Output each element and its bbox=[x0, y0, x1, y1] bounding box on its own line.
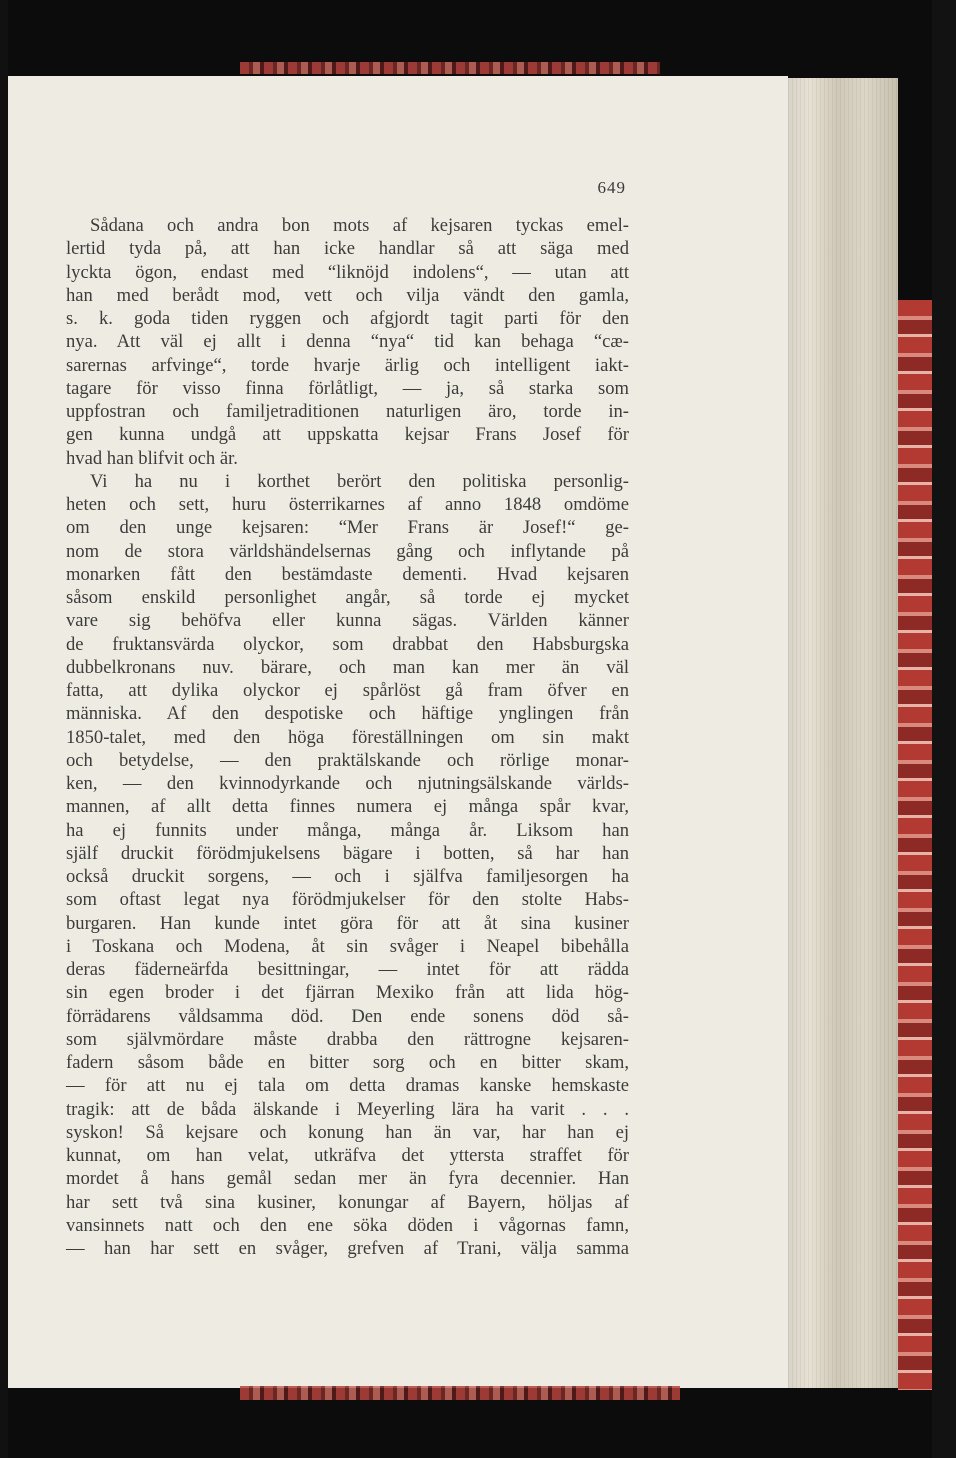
scan-border-right bbox=[932, 0, 956, 1458]
text-line: deras fäderneärfda besittningar, — intet för att rädda bbox=[66, 959, 629, 980]
text-line: som oftast legat nya förödmjukelser för den stolte Habs- bbox=[66, 889, 629, 911]
page-bottom-edge bbox=[240, 1386, 680, 1400]
text-line: — han har sett en svåger, grefven af Trani, välja samma bbox=[66, 1238, 629, 1259]
text-line: syskon! Så kejsare och konung han än var, har han ej bbox=[66, 1121, 629, 1143]
text-line: uppfostran och familjetraditionen naturligen äro, torde in- bbox=[66, 401, 629, 422]
text-line: vansinnets natt och den ene söka döden i vågornas famn, bbox=[66, 1214, 629, 1236]
text-line: själf druckit förödmjukelsens bägare i botten, så har han bbox=[66, 842, 629, 864]
text-line: som självmördare måste drabba den rättrogne kejsaren- bbox=[66, 1028, 629, 1050]
text-line: förrädarens våldsamma död. Den ende sonens död så- bbox=[66, 1005, 629, 1027]
text-line: s. k. goda tiden ryggen och afgjordt tagit parti för den bbox=[66, 308, 629, 329]
text-line: lyckta ögon, endast med “liknöjd indolens“, — utan att bbox=[66, 261, 629, 283]
page-number: 649 bbox=[597, 178, 626, 197]
text-line: mordet å hans gemål sedan mer än fyra decennier. Han bbox=[66, 1168, 629, 1190]
text-line: ha ej funnits under många, många år. Liksom han bbox=[66, 819, 629, 841]
text-line: om den unge kejsaren: “Mer Frans är Josef!“ ge- bbox=[66, 517, 629, 539]
text-line: och betydelse, — den praktälskande och rörlige monar- bbox=[66, 749, 629, 771]
page-stack-edge bbox=[788, 78, 898, 1388]
text-line: fatta, att dylika olyckor ej spårlöst gå fram öfver en bbox=[66, 680, 629, 701]
text-line: mannen, af allt detta finnes numera ej många spår kvar, bbox=[66, 796, 629, 818]
text-line: har sett två sina kusiner, konungar af Bayern, höljas af bbox=[66, 1191, 629, 1213]
text-line: ken, — den kvinnodyrkande och njutningsälskande världs- bbox=[66, 773, 629, 794]
marbled-fore-edge bbox=[898, 300, 932, 1390]
text-line: de fruktansvärda olyckor, som drabbat den Habsburgska bbox=[66, 633, 629, 655]
text-line: människa. Af den despotiske och häftige ynglingen från bbox=[66, 703, 629, 725]
text-line: fadern såsom både en bitter sorg och en bitter skam, bbox=[66, 1052, 629, 1073]
text-line: tragik: att de båda älskande i Meyerling lära ha varit . . . bbox=[66, 1098, 629, 1120]
text-line: sin egen broder i det fjärran Mexiko från att lida hög- bbox=[66, 982, 629, 1004]
text-line: monarken fått den bestämdaste dementi. Hvad kejsaren bbox=[66, 563, 629, 585]
text-line: också druckit sorgens, — och i själfva familjesorgen ha bbox=[66, 866, 629, 887]
text-line: vare sig behöfva eller kunna sägas. Världen känner bbox=[66, 610, 629, 632]
text-line: han med berådt mod, vett och vilja vändt den gamla, bbox=[66, 284, 629, 306]
text-line: burgaren. Han kunde intet göra för att åt sina kusiner bbox=[66, 912, 629, 934]
text-line: 1850-talet, med den höga föreställningen om sin makt bbox=[66, 726, 629, 748]
text-line: sarernas arfvinge“, torde hvarje ärlig och intelligent iakt- bbox=[66, 354, 629, 376]
text-line: nya. Att väl ej allt i denna “nya“ tid kan behaga “cæ- bbox=[66, 331, 629, 353]
text-line: kunnat, om han velat, utkräfva det yttersta straffet för bbox=[66, 1145, 629, 1166]
text-line: dubbelkronans nuv. bärare, och man kan mer än väl bbox=[66, 656, 629, 678]
text-line: Sådana och andra bon mots af kejsaren tyckas emel- bbox=[90, 215, 629, 236]
text-line: tagare för visso finna förlåtligt, — ja, så starka som bbox=[66, 377, 629, 399]
text-line: i Toskana och Modena, åt sin svåger i Neapel bibehålla bbox=[66, 935, 629, 957]
body-text bbox=[66, 214, 629, 1260]
scan-border-left bbox=[0, 0, 8, 1458]
text-line: såsom enskild personlighet angår, så torde ej mycket bbox=[66, 587, 629, 608]
text-line: — för att nu ej tala om detta dramas kanske hemskaste bbox=[66, 1075, 629, 1097]
text-line: nom de stora världshändelsernas gång och inflytande på bbox=[66, 540, 629, 562]
text-line: lertid tyda på, att han icke handlar så att säga med bbox=[66, 238, 629, 260]
text-line: Vi ha nu i korthet berört den politiska personlig- bbox=[90, 470, 629, 492]
text-line: heten och sett, huru österrikarnes af anno 1848 omdöme bbox=[66, 494, 629, 515]
page-top-edge bbox=[240, 62, 660, 74]
text-line: gen kunna undgå att uppskatta kejsar Frans Josef för bbox=[66, 424, 629, 446]
text-line: hvad han blifvit och är. bbox=[66, 447, 238, 469]
